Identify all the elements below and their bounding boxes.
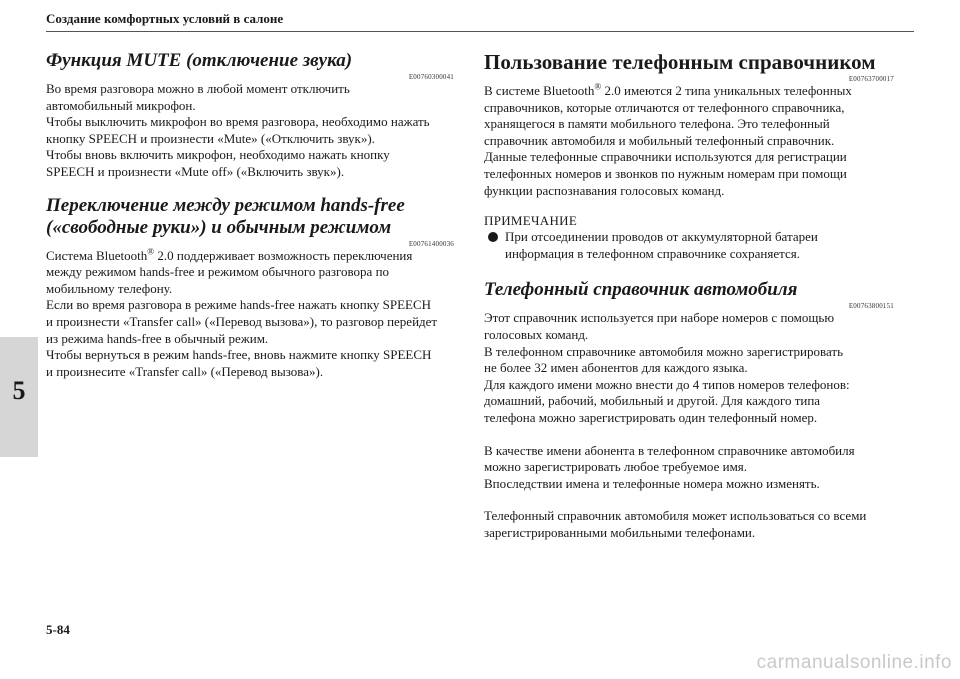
registered-mark: ® bbox=[147, 246, 155, 257]
text-line: Чтобы выключить микрофон во время разговора, необходимо нажать bbox=[46, 114, 430, 130]
text-line: телефонных номеров и звонков по нужным номерам при помощи bbox=[484, 165, 847, 181]
text-line: и произнесите «Transfer call» («Перевод вызова»). bbox=[46, 363, 324, 379]
text-line: функции распознавания голосовых команд. bbox=[484, 182, 725, 198]
note-line: При отсоединении проводов от аккумуляторной батареи bbox=[505, 229, 818, 245]
section-code-phonebook: E00763700017 bbox=[848, 75, 894, 83]
text-line: мобильному телефону. bbox=[46, 280, 173, 296]
bullet-icon bbox=[488, 232, 498, 242]
text-line: SPEECH и произнести «Mute off» («Включить звук»). bbox=[46, 163, 345, 179]
text-line: и произнести «Transfer call» («Перевод вызова»), то разговор перейдет bbox=[46, 313, 438, 329]
section-code-handsfree: E00761400036 bbox=[408, 239, 454, 248]
watermark: carmanualsonline.info bbox=[756, 652, 952, 673]
text-line: телефона можно зарегистрировать один телефонный номер. bbox=[484, 409, 818, 425]
text-line: Впоследствии имена и телефонные номера можно изменять. bbox=[484, 475, 820, 491]
text-line: домашний, рабочий, мобильный и другой. Для каждого типа bbox=[484, 393, 821, 409]
section-code-mute: E00760300041 bbox=[408, 73, 454, 81]
text-line: В системе Bluetooth® 2.0 имеются 2 типа уникальных телефонных bbox=[484, 81, 852, 98]
registered-mark: ® bbox=[594, 81, 602, 92]
section-title-vehicle-phonebook: Телефонный справочник автомобиля bbox=[484, 279, 798, 301]
text-line: Если во время разговора в режиме hands-free нажать кнопку SPEECH bbox=[46, 297, 432, 313]
section-title-mute: Функция MUTE (отключение звука) bbox=[46, 50, 353, 71]
note-label: ПРИМЕЧАНИЕ bbox=[484, 213, 578, 229]
section-code-vehicle-phonebook: E00763800151 bbox=[848, 302, 894, 311]
section-title-handsfree-1: Переключение между режимом hands-free bbox=[46, 194, 405, 216]
text-line: Система Bluetooth® 2.0 поддерживает возможность переключения bbox=[46, 246, 413, 263]
chapter-number: 5 bbox=[12, 376, 26, 405]
header-divider bbox=[46, 31, 914, 32]
text-line: не более 32 имен абонентов для каждого языка. bbox=[484, 360, 748, 376]
text-line: справочник автомобиля и мобильный телефонный справочник. bbox=[484, 132, 835, 148]
right-column bbox=[484, 50, 894, 541]
left-column bbox=[46, 50, 454, 380]
note-line: информация в телефонном справочнике сохраняется. bbox=[505, 245, 800, 261]
text-line: можно зарегистрировать любое требуемое имя. bbox=[484, 459, 748, 475]
text-line: В телефонном справочнике автомобиля можно зарегистрировать bbox=[484, 343, 844, 359]
text-line: между режимом hands-free и режимом обычного разговора по bbox=[46, 264, 390, 280]
text-line: зарегистрированными мобильными телефонами. bbox=[484, 524, 756, 540]
running-header: Создание комфортных условий в салоне bbox=[46, 11, 284, 26]
text-line: В качестве имени абонента в телефонном справочнике автомобиля bbox=[484, 442, 855, 458]
text-line: голосовых команд. bbox=[484, 326, 589, 342]
note-item bbox=[484, 229, 894, 262]
text-line: справочников, которые отличаются от телефонного справочника, bbox=[484, 99, 845, 115]
text-line: Для каждого имени можно внести до 4 типов номеров телефонов: bbox=[484, 376, 850, 392]
section-title-phonebook: Пользование телефонным справочником bbox=[484, 50, 876, 74]
text-line: автомобильный микрофон. bbox=[46, 97, 196, 113]
section-title-handsfree-2: («свободные руки») и обычным режимом bbox=[46, 216, 392, 238]
text-line: хранящегося в памяти мобильного телефона. Это телефонный bbox=[484, 116, 830, 132]
text-line: Этот справочник используется при наборе номеров с помощью bbox=[484, 310, 835, 326]
text-line: Во время разговора можно в любой момент отключить bbox=[46, 81, 350, 96]
text-line: из режима hands-free в обычный режим. bbox=[46, 330, 269, 346]
page-number: 5-84 bbox=[46, 622, 70, 637]
text-line: Данные телефонные справочники используются для регистрации bbox=[484, 149, 847, 165]
text-line: Чтобы вновь включить микрофон, необходимо нажать кнопку bbox=[46, 147, 390, 163]
text-line: Чтобы вернуться в режим hands-free, вновь нажмите кнопку SPEECH bbox=[46, 347, 432, 363]
text-line: кнопку SPEECH и произнести «Mute» («Отключить звук»). bbox=[46, 130, 375, 146]
text-line: Телефонный справочник автомобиля может использоваться со всеми bbox=[484, 508, 867, 524]
